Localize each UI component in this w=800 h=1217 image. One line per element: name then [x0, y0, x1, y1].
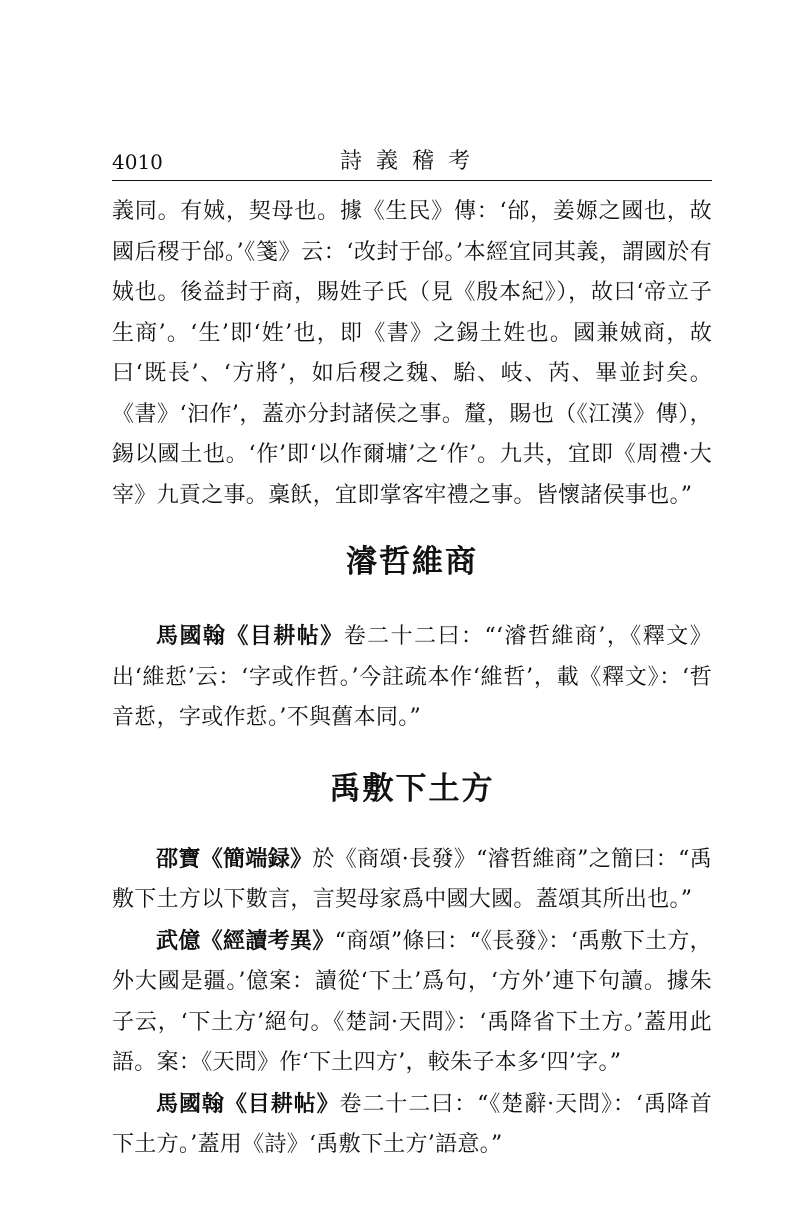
citation-paragraph — [112, 1084, 712, 1166]
page-header — [112, 148, 712, 180]
citation-author: 邵寶《簡端録》 — [156, 845, 313, 872]
section-heading-1: 濬哲維商 — [346, 544, 478, 580]
citation-text: 卷二十二曰：“‘濬哲維商’，《釋文》出‘維悊’云：‘字或作哲。’今註疏本作‘維哲’，載《釋文》：‘哲音悊，字或作悊。’不與舊本同。” — [112, 624, 712, 730]
citation-text: “商頌”條曰：“《長發》：‘禹敷下土方，外大國是疆。’億案：讀從‘下土’爲句，‘方外’連下句讀。據朱子云，‘下土方’絕句。《楚詞·天問》：‘禹降省下土方。’蓋用此語。案：《天問》作‘下土四方’，較朱子本多‘四’字。” — [112, 928, 712, 1075]
citation-author: 武億《經讀考異》 — [156, 927, 335, 954]
citation-text: 卷二十二曰：“《楚辭·天問》：‘禹降首下土方。’蓋用《詩》‘禹敷下土方’語意。” — [112, 1091, 712, 1157]
citation-paragraph — [112, 921, 712, 1084]
citation-text: 於《商頌·長發》“濬哲維商”之簡曰：“禹敷下土方以下數言，言契母家爲中國大國。蓋頌其所出也。” — [112, 846, 712, 912]
citation-paragraph — [112, 839, 712, 921]
section-heading-2: 禹敷下土方 — [329, 770, 495, 807]
citation-paragraph — [112, 616, 712, 739]
citation-author: 馬國翰《目耕帖》 — [156, 1090, 340, 1117]
header-rule — [112, 180, 712, 181]
running-title: 詩義稽考 — [339, 149, 484, 174]
citation-author: 馬國翰《目耕帖》 — [156, 623, 344, 649]
page-body — [112, 192, 712, 1166]
intro-paragraph: 義同。有娀，契母也。據《生民》傳：‘邰，姜嫄之國也，故國后稷于邰。’《箋》云：‘改封于邰。’本經宜同其義，謂國於有娀也。後益封于商，賜姓子氏（見《殷本紀》），故曰‘帝立子生商’。‘生’即‘姓’也，即《書》之錫土姓也。國兼娀商，故曰‘既長’、‘方將’，如后稷之魏、駘、岐、芮、畢並封矣。《書》‘汩作’，蓋亦分封諸侯之事。釐，賜也（《江漢》傳），錫以國土也。‘作’即‘以作爾墉’之‘作’。九共，宜即《周禮·大宰》九貢之事。稾飫，宜即掌客牢禮之事。皆懷諸侯事也。” — [112, 199, 712, 508]
page-number: 4010 — [112, 150, 163, 174]
